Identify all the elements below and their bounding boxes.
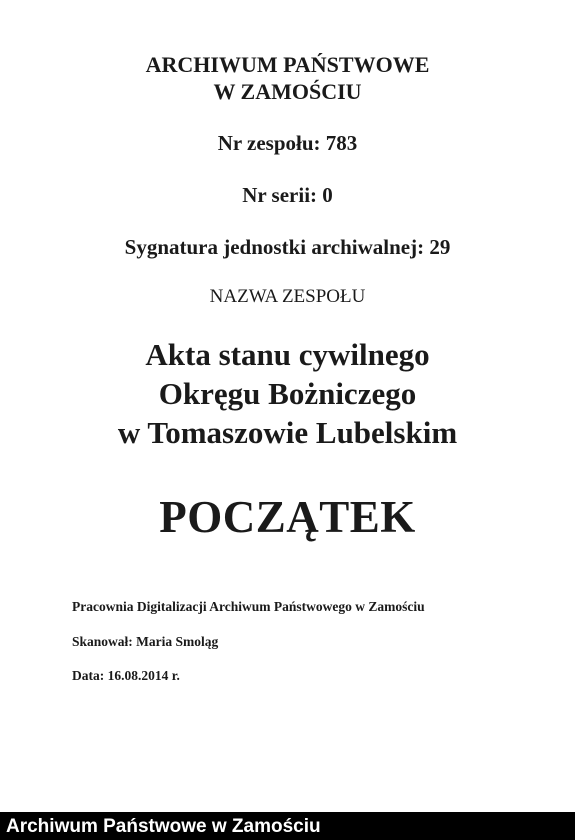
institution-name-line2: W ZAMOŚCIU (213, 79, 362, 104)
fond-title-line2: Okręgu Bożniczego (158, 376, 417, 411)
scan-date: Data: 16.08.2014 r. (72, 668, 180, 683)
series-number: Nr serii: 0 (242, 183, 333, 207)
fond-title-line3: w Tomaszowie Lubelskim (117, 415, 458, 450)
footer-bar (0, 812, 575, 840)
archival-unit-signature: Sygnatura jednostki archiwalnej: 29 (124, 235, 451, 259)
fond-number: Nr zespołu: 783 (217, 131, 358, 155)
digitization-lab: Pracownia Digitalizacji Archiwum Państwowego w Zamościu (72, 599, 425, 614)
footer-text: Archiwum Państwowe w Zamościu (6, 816, 321, 837)
fond-title-line1: Akta stanu cywilnego (145, 337, 430, 372)
scanned-by: Skanował: Maria Smoląg (72, 634, 219, 649)
start-marker: POCZĄTEK (159, 492, 416, 542)
institution-name-line1: ARCHIWUM PAŃSTWOWE (145, 52, 430, 77)
fond-name-label: NAZWA ZESPOŁU (209, 286, 366, 307)
